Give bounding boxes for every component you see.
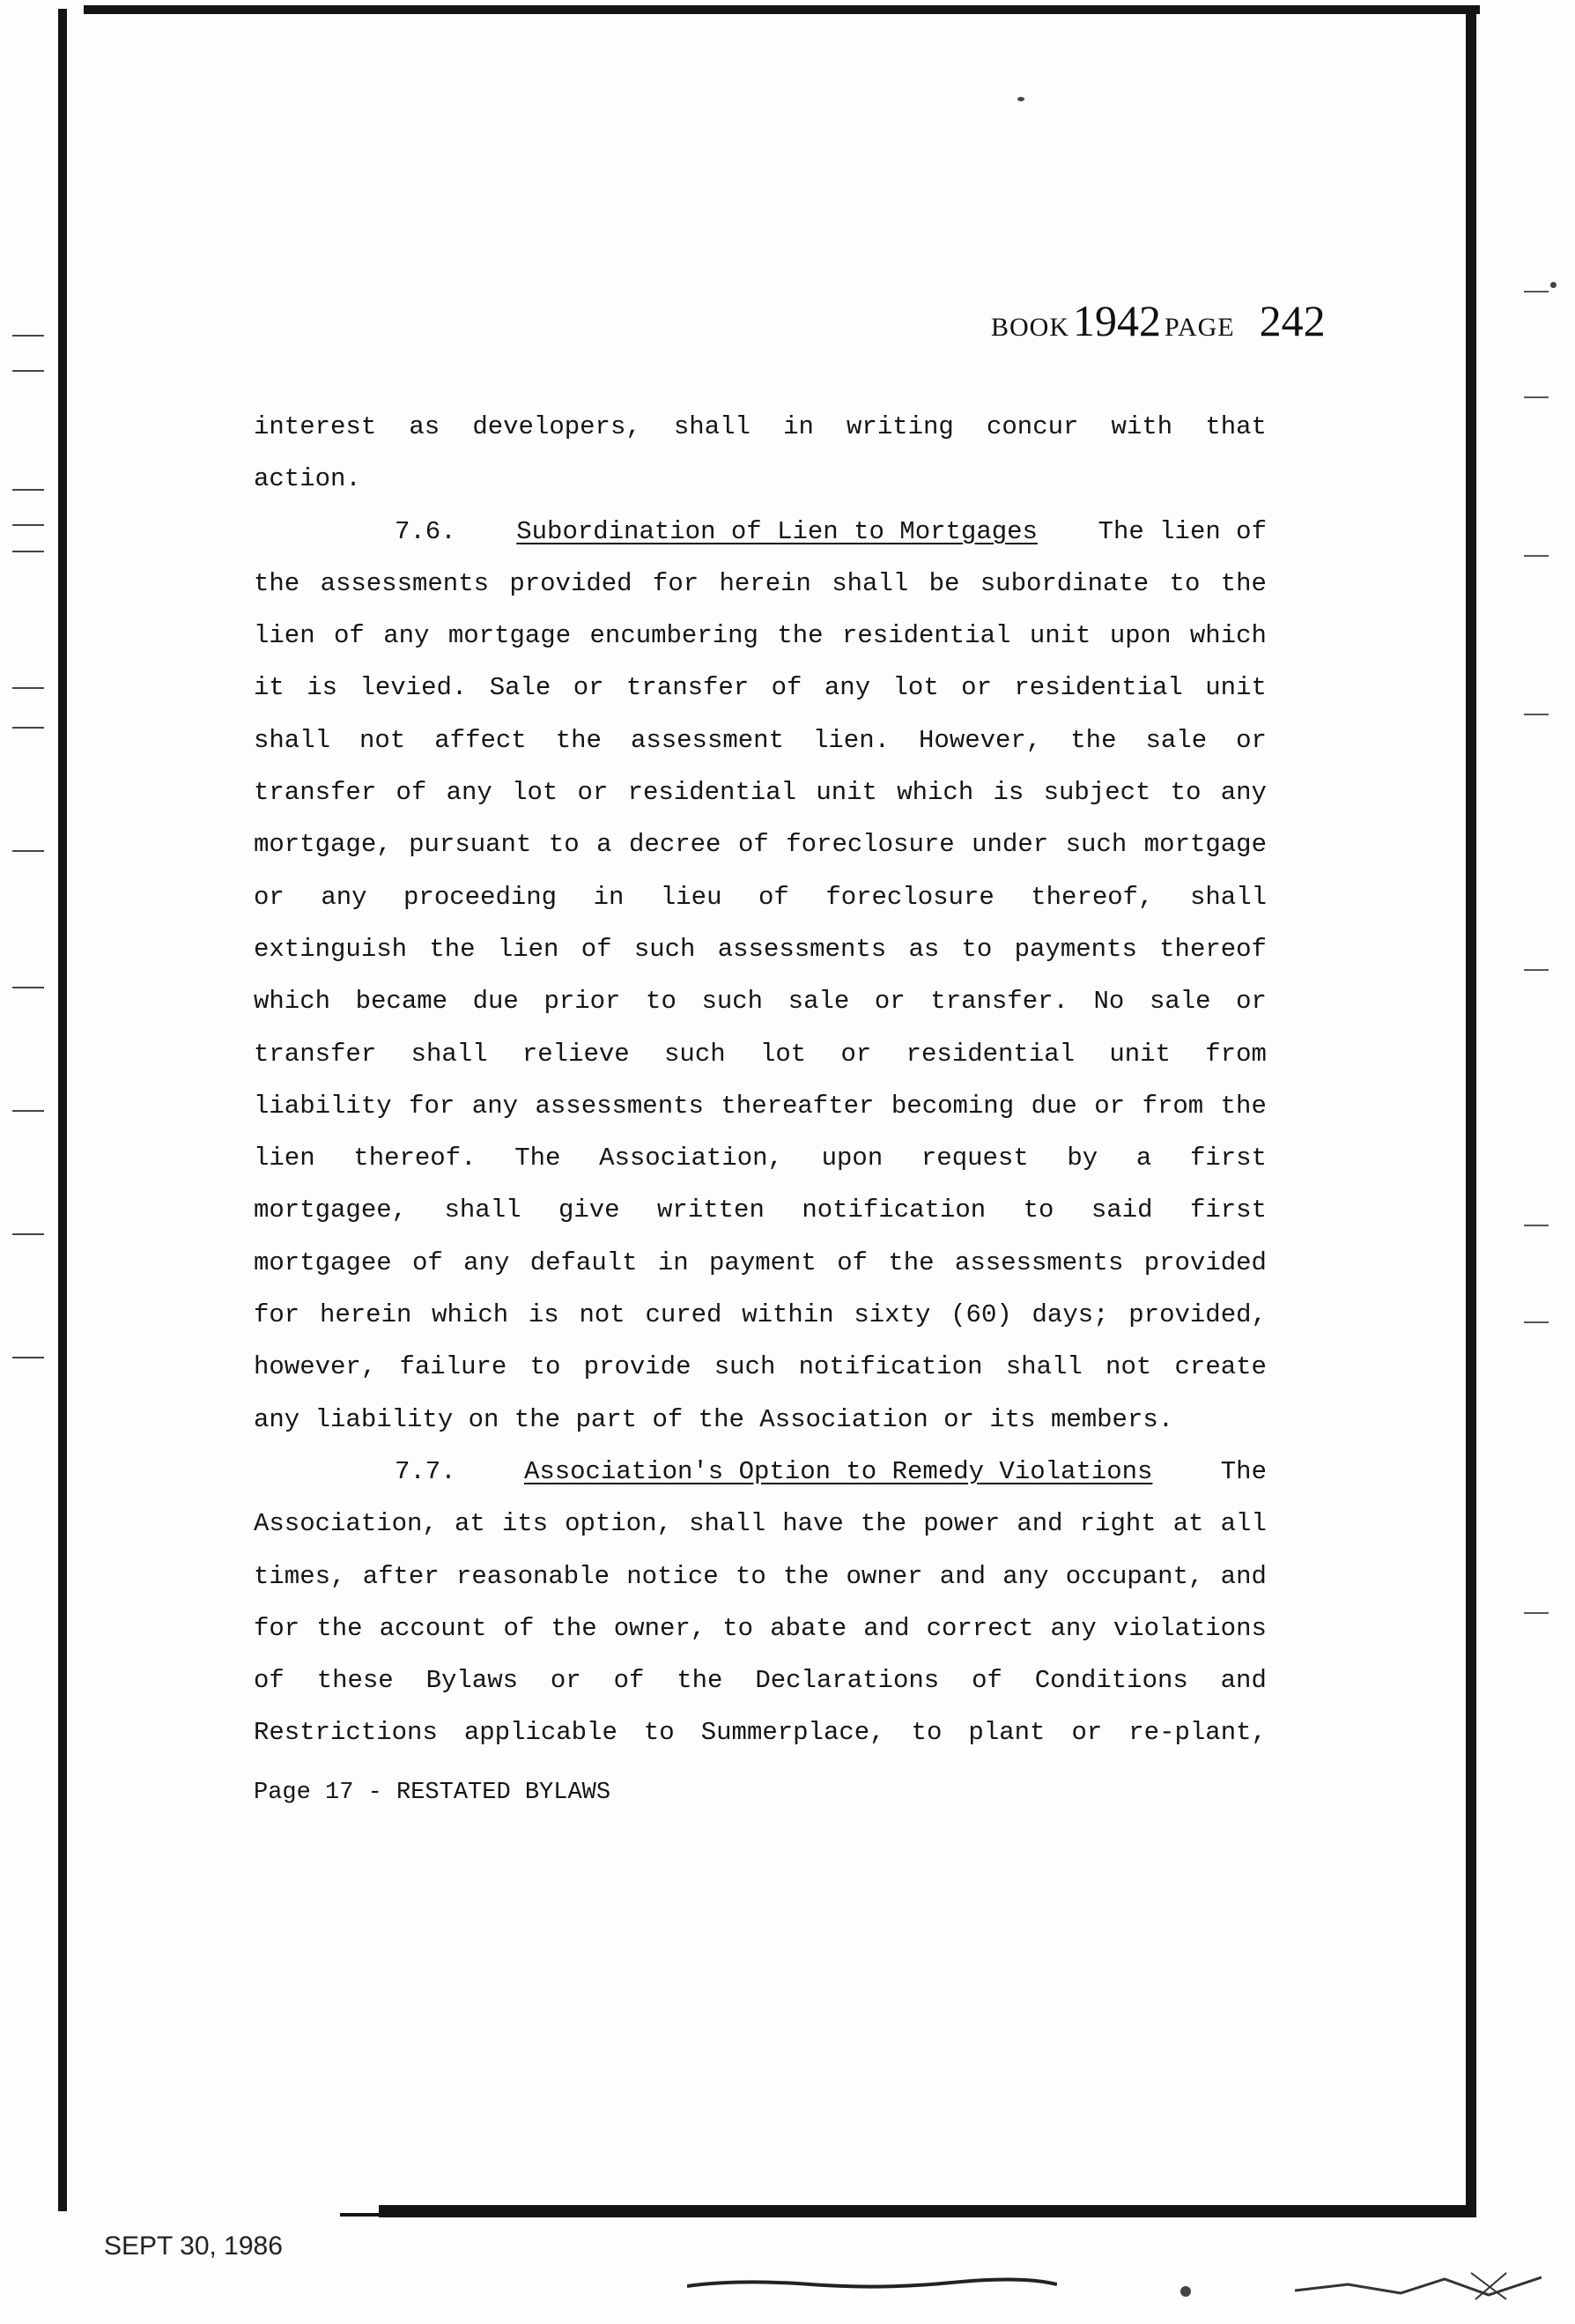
section-7-7-number: 7.7. (395, 1456, 456, 1486)
frame-top-border (84, 5, 1480, 14)
body-line: lien thereof. The Association, upon request by a first (254, 1143, 1267, 1173)
body-line: for the account of the owner, to abate and correct any violations (254, 1613, 1267, 1643)
body-line: transfer shall relieve such lot or residential unit from (254, 1039, 1267, 1069)
document-body (254, 401, 1267, 1759)
page-footer: Page 17 - RESTATED BYLAWS (254, 1780, 611, 1806)
body-line: lien of any mortgage encumbering the residential unit upon which (254, 621, 1267, 651)
body-line: mortgage, pursuant to a decree of foreclosure under such mortgage (254, 830, 1267, 860)
section-7-6-lead: The lien of (1098, 516, 1267, 546)
body-line: transfer of any lot or residential unit which is subject to any (254, 778, 1267, 808)
section-7-7-heading-line (254, 1446, 1267, 1498)
body-line: times, after reasonable notice to the owner and any occupant, and (254, 1561, 1267, 1591)
book-page-stamp (991, 295, 1329, 348)
section-7-6-heading: Subordination of Lien to Mortgages (516, 516, 1038, 546)
body-line: or any proceeding in lieu of foreclosure thereof, shall (254, 882, 1267, 912)
body-line: Association, at its option, shall have the power and right at all (254, 1509, 1267, 1539)
left-margin-binding-marks (12, 335, 48, 1480)
speck (1017, 97, 1024, 101)
section-7-6-number: 7.6. (395, 516, 456, 546)
page-label: PAGE (1165, 313, 1235, 342)
body-line: any liability on the part of the Association or its members. (254, 1404, 1174, 1434)
body-line: Restrictions applicable to Summerplace, to plant or re-plant, (254, 1718, 1267, 1748)
frame-bottom-border (379, 2205, 1476, 2217)
body-line: action. (254, 464, 361, 494)
body-line: extinguish the lien of such assessments as to payments thereof (254, 934, 1267, 964)
section-7-6-heading-line (254, 506, 1267, 558)
frame-right-border (1466, 9, 1476, 2211)
section-7-7-heading: Association's Option to Remedy Violations (523, 1456, 1153, 1486)
body-line: of these Bylaws or of the Declarations of Conditions and (254, 1666, 1267, 1696)
date-stamp: SEPT 30, 1986 (104, 2231, 283, 2261)
book-number: 1942 (1073, 296, 1162, 345)
speck (1550, 282, 1557, 288)
body-line: mortgagee, shall give written notification to said first (254, 1195, 1267, 1225)
body-line: interest as developers, shall in writing concur with that (254, 412, 1267, 441)
book-label: BOOK (991, 313, 1070, 342)
body-line: which became due prior to such sale or transfer. No sale or (254, 987, 1267, 1017)
scan-smudge (687, 2277, 1057, 2291)
body-line: liability for any assessments thereafter becoming due or from the (254, 1091, 1267, 1121)
body-line: for herein which is not cured within sixty (60) days; provided, (254, 1300, 1267, 1330)
frame-left-border (58, 9, 67, 2211)
body-line: the assessments provided for herein shall be subordinate to the (254, 568, 1267, 598)
section-7-7-lead: The (1220, 1456, 1267, 1486)
speck (1180, 2286, 1191, 2297)
body-line: mortgagee of any default in payment of the assessments provided (254, 1247, 1267, 1277)
body-line: it is levied. Sale or transfer of any lot or residential unit (254, 673, 1267, 703)
body-line: shall not affect the assessment lien. However, the sale or (254, 725, 1267, 755)
scan-smudge (1295, 2268, 1542, 2304)
right-margin-binding-marks (1524, 291, 1559, 1788)
page-number: 242 (1259, 296, 1326, 345)
frame-bottom-stub (340, 2213, 393, 2217)
body-line: however, failure to provide such notification shall not create (254, 1352, 1267, 1382)
